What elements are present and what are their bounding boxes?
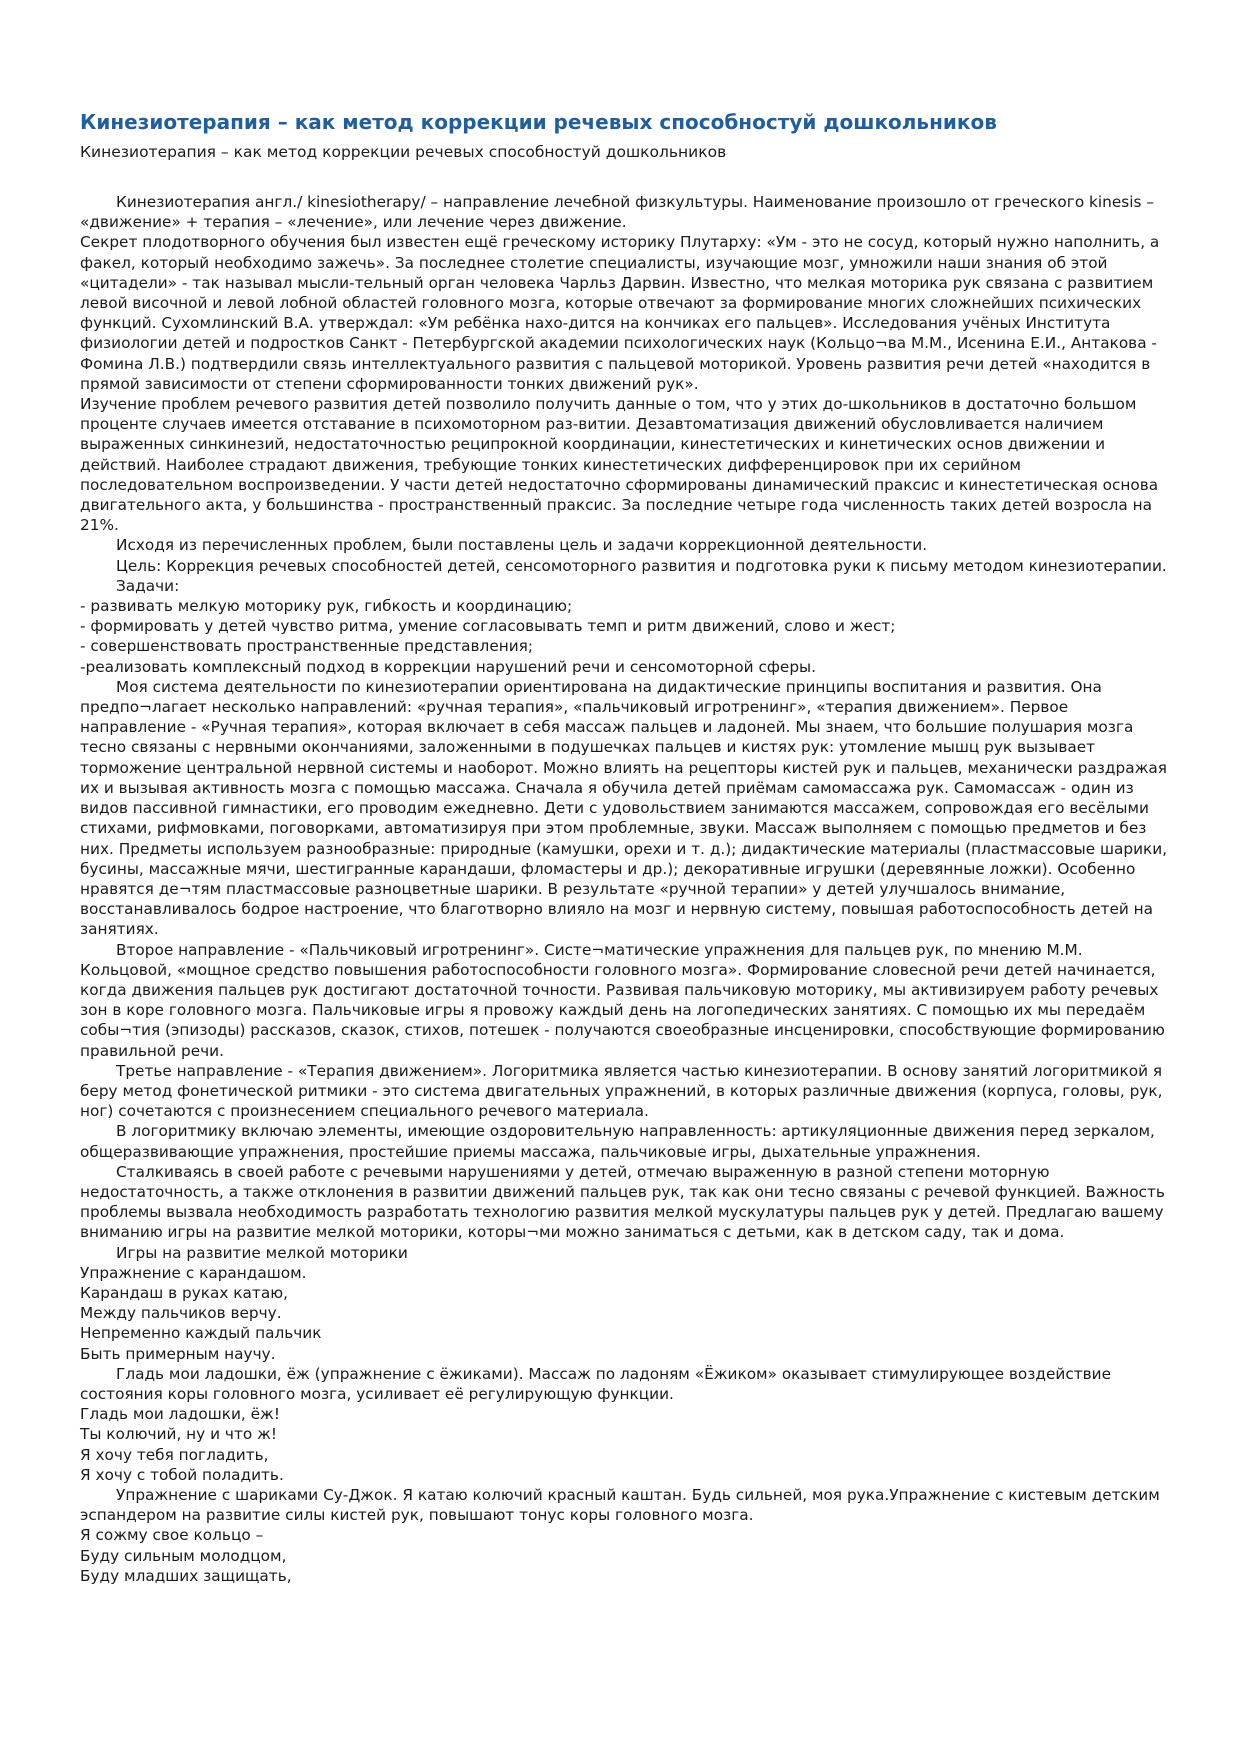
paragraph: Третье направление - «Терапия движением». Логоритмика является частью кинезиотерапии. В основу занятий логоритмикой я беру метод фонетической ритмики - это система двигательных упражнений, в которых различные движения (корпуса, головы, рук, ног) сочетаются с произнесением специального речевого материала. [80,1061,1163,1121]
paragraph: Цель: Коррекция речевых способностей детей, сенсомоторного развития и подготовка руки к письму методом кинезиотерапии. [116,556,1167,575]
document-page [80,110,1170,1586]
article-subtitle: Кинезиотерапия – как метод коррекции речевых способностуй дошкольников [80,143,727,161]
paragraph: - развивать мелкую моторику рук, гибкость и координацию; [80,597,573,616]
paragraph: Буду сильным молодцом, [80,1546,287,1565]
paragraph: Ты колючий, ну и что ж! [80,1425,277,1444]
paragraph: Гладь мои ладошки, ёж (упражнение с ёжиками). Массаж по ладоням «Ёжиком» оказывает стимулирующее воздействие состояния коры головного мозга, усиливает её регулирующую функции. [80,1364,1112,1403]
paragraph: Упражнение с шариками Су-Джок. Я катаю колючий красный каштан. Будь сильней, моя рука.Упражнение с кистевым детским эспандером на развитие силы кистей рук, повышают тонус коры головного мозга. [80,1486,1160,1525]
paragraph: Быть примерным научу. [80,1344,276,1363]
paragraph: Игры на развитие мелкой моторики [116,1243,408,1262]
paragraph: В логоритмику включаю элементы, имеющие оздоровительную направленность: артикуляционные движения перед зеркалом, общеразвивающие упражнения, простейшие приемы массажа, пальчиковые игры, дыхательные упражнения. [80,1122,1155,1161]
article-title: Кинезиотерапия – как метод коррекции речевых способностуй дошкольников [80,110,997,134]
paragraph: Упражнение с карандашом. [80,1263,307,1282]
paragraph: Буду младших защищать, [80,1566,292,1585]
paragraph: Карандаш в руках катаю, [80,1283,288,1302]
paragraph: Я сожму свое кольцо – [80,1526,264,1545]
paragraph: Между пальчиков верчу. [80,1304,282,1323]
article-body [80,192,1170,1586]
paragraph: - формировать у детей чувство ритма, умение согласовывать темп и ритм движений, слово и жест; [80,617,896,636]
paragraph: Я хочу с тобой поладить. [80,1465,284,1484]
paragraph: Моя система деятельности по кинезиотерапии ориентирована на дидактические принципы воспитания и развития. Она предпо¬лагает несколько направлений: «ручная терапия», «пальчиковый игротренинг», «терапия движением». Первое направление - «Ручная терапия», которая включает в себя массаж пальцев и ладоней. Мы знаем, что большие полушария мозга тесно связаны с нервными окончаниями, заложенными в подушечках пальцев и кистях рук: утомление мышц рук вызывает торможение центральной нервной системы и наоборот. Можно влиять на рецепторы кистей рук и пальцев, механически раздражая их и вызывая активность мозга с помощью массажа. Сначала я обучила детей приёмам самомассажа рук. Самомассаж - один из видов пассивной гимнастики, его проводим ежедневно. Дети с удовольствием занимаются массажем, сопровождая его весёлыми стихами, рифмовками, поговорками, автоматизируя при этом проблемные, звуки. Массаж выполняем с помощью предметов и без них. Предметы используем разнообразные: природные (камушки, орехи и т. д.); дидактические материалы (пластмассовые шарики, бусины, массажные мячи, шестигранные карандаши, фломастеры и др.); декоративные игрушки (деревянные ложки). Особенно нравятся де¬тям пластмассовые разноцветные шарики. В результате «ручной терапии» у детей улучшалось внимание, восстанавливалось бодрое настроение, что благотворно влияло на мозг и нервную систему, повышая работоспособность детей на занятиях. [80,677,1168,939]
paragraph: Исходя из перечисленных проблем, были поставлены цель и задачи коррекционной деятельности. [116,536,928,555]
paragraph: - совершенствовать пространственные представления; [80,637,534,656]
paragraph: Задачи: [116,576,180,595]
paragraph: Изучение проблем речевого развития детей позволило получить данные о том, что у этих до-школьников в достаточно большом проценте случаев имеется отставание в психомоторном раз-витии. Дезавтоматизация движений обусловливается наличием выраженных синкинезий, недостаточностью реципрокной координации, кинестетических и кинетических основ движении и действий. Наиболее страдают движения, требующие тонких кинестетических дифференцировок при их серийном последовательном воспроизведении. У части детей недостаточно сформированы динамический праксис и кинестетическая основа двигательного акта, у большинства - пространственный праксис. За последние четыре года численность таких детей возросла на 21%. [80,395,1159,535]
paragraph: Непременно каждый пальчик [80,1324,322,1343]
paragraph: Секрет плодотворного обучения был известен ещё греческому историку Плутарху: «Ум - это не сосуд, который нужно наполнить, а факел, который необходимо зажечь». За последнее столетие специалисты, изучающие мозг, умножили наши знания об этой «цитадели» - так называл мысли-тельный орган человека Чарльз Дарвин. Известно, что мелкая моторика рук связана с развитием левой височной и левой лобной областей головного мозга, которые отвечают за формирование многих сложнейших психических функций. Сухомлинский В.А. утверждал: «Ум ребёнка нахо-дится на кончиках его пальцев». Исследования учёных Института физиологии детей и подростков Санкт - Петербургской академии психологических наук (Кольцо¬ва М.М., Исенина Е.И., Антакова - Фомина Л.В.) подтвердили связь интеллектуального развития с пальцевой моторикой. Уровень развития речи детей «находится в прямой зависимости от степени сформированности тонких движений рук». [80,233,1160,393]
paragraph: Сталкиваясь в своей работе с речевыми нарушениями у детей, отмечаю выраженную в разной степени моторную недостаточность, а также отклонения в развитии движений пальцев рук, так как они тесно связаны с речевой функцией. Важность проблемы вызвала необходимость разработать технологию развития мелкой мускулатуры пальцев рук у детей. Предлагаю вашему вниманию игры на развитие мелкой моторики, которы¬ми можно заниматься с детьми, как в детском саду, так и дома. [80,1162,1165,1242]
paragraph: -реализовать комплексный подход в коррекции нарушений речи и сенсомоторной сферы. [80,657,816,676]
paragraph: Кинезиотерапия англ./ kinesiotherapy/ – направление лечебной физкультуры. Наименование произошло от греческого kinesis – «движение» + терапия – «лечение», или лечение через движение. [80,193,1154,232]
paragraph: Второе направление - «Пальчиковый игротренинг». Систе¬матические упражнения для пальцев рук, по мнению М.М. Кольцовой, «мощное средство повышения работоспособности головного мозга». Формирование словесной речи детей начинается, когда движения пальцев рук достигают достаточной точности. Развивая пальчиковую моторику, мы активизируем работу речевых зон в коре головного мозга. Пальчиковые игры я провожу каждый день на логопедических занятиях. С помощью их мы передаём собы¬тия (эпизоды) рассказов, сказок, стихов, потешек - получаются своеобразные инсценировки, способствующие формированию правильной речи. [80,940,1165,1060]
paragraph: Я хочу тебя погладить, [80,1445,269,1464]
paragraph: Гладь мои ладошки, ёж! [80,1405,280,1424]
